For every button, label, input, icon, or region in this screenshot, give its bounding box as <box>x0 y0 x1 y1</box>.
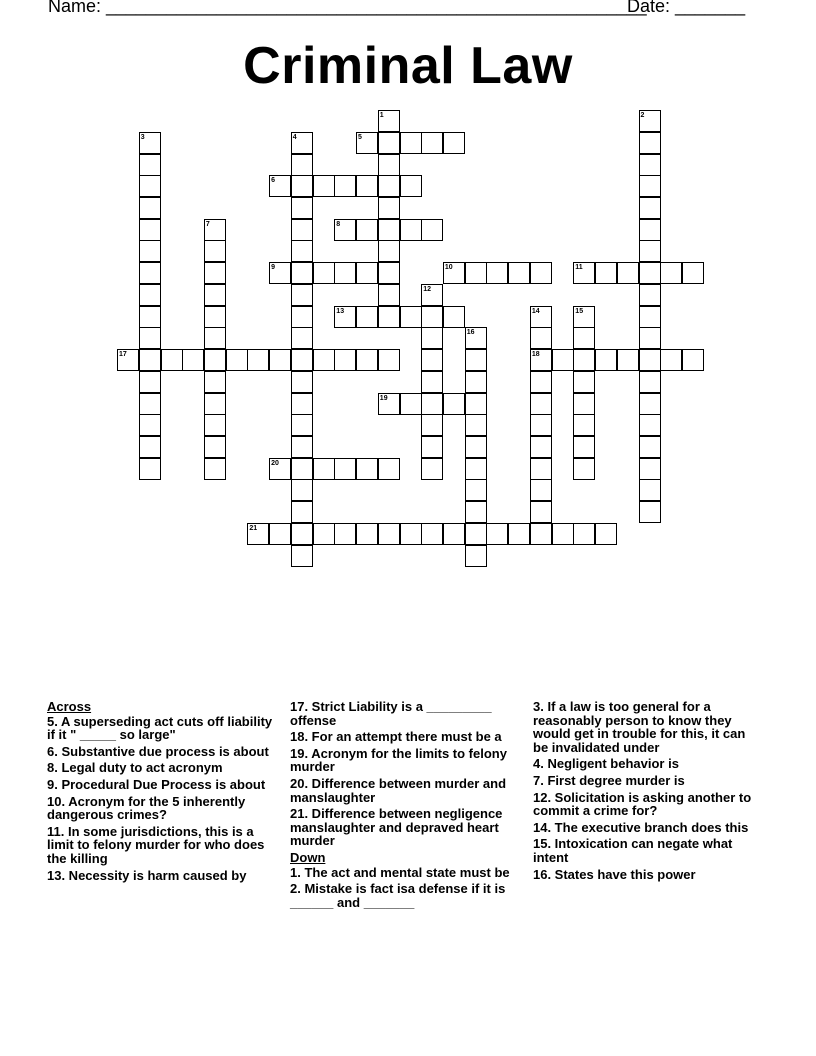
down-clue: 4. Negligent behavior is <box>533 756 679 772</box>
crossword-cell[interactable] <box>639 393 661 415</box>
crossword-cell[interactable] <box>291 262 313 284</box>
crossword-cell[interactable] <box>313 523 335 545</box>
crossword-cell[interactable] <box>530 371 552 393</box>
clue-number: 3 <box>140 133 145 141</box>
clue-number: 15 <box>575 307 584 315</box>
name-field-label: Name: ______________________________________________________ <box>48 0 647 16</box>
crossword-cell[interactable] <box>530 479 552 501</box>
crossword-cell[interactable] <box>639 436 661 458</box>
crossword-cell[interactable] <box>204 262 226 284</box>
crossword-cell[interactable] <box>400 523 422 545</box>
crossword-cell[interactable] <box>139 284 161 306</box>
clue-column-2 <box>290 700 520 912</box>
crossword-cell[interactable] <box>313 349 335 371</box>
crossword-cell[interactable] <box>313 262 335 284</box>
crossword-cell[interactable] <box>204 349 226 371</box>
crossword-cell[interactable] <box>334 458 356 480</box>
crossword-cell[interactable] <box>421 436 443 458</box>
clue-column-1 <box>47 700 277 885</box>
crossword-cell[interactable] <box>465 523 487 545</box>
crossword-cell[interactable] <box>465 393 487 415</box>
crossword-cell[interactable] <box>465 414 487 436</box>
crossword-cell[interactable] <box>356 262 378 284</box>
crossword-cell[interactable] <box>421 306 443 328</box>
crossword-cell[interactable] <box>595 523 617 545</box>
crossword-cell[interactable] <box>465 349 487 371</box>
crossword-cell[interactable] <box>465 436 487 458</box>
crossword-cell[interactable] <box>291 501 313 523</box>
crossword-cell[interactable] <box>182 349 204 371</box>
clue-number: 13 <box>336 307 345 315</box>
crossword-cell[interactable] <box>443 306 465 328</box>
crossword-cell[interactable] <box>161 349 183 371</box>
clue-list <box>0 700 816 1000</box>
crossword-cell[interactable] <box>378 175 400 197</box>
across-clue: 9. Procedural Due Process is about <box>47 776 266 792</box>
crossword-cell[interactable] <box>269 523 291 545</box>
across-clue: 21. Difference between negligence manslaughter and depraved heart murder <box>290 806 503 849</box>
crossword-cell[interactable] <box>639 154 661 176</box>
across-clue: 10. Acronym for the 5 inherently dangerous crimes? <box>47 793 246 823</box>
crossword-cell[interactable] <box>313 175 335 197</box>
clue-number: 9 <box>271 264 275 272</box>
crossword-cell[interactable] <box>356 306 378 328</box>
crossword-cell[interactable] <box>639 262 661 284</box>
crossword-cell[interactable] <box>334 262 356 284</box>
page-title: Criminal Law <box>243 37 573 95</box>
crossword-cell[interactable] <box>508 523 530 545</box>
crossword-cell[interactable] <box>139 306 161 328</box>
clue-number: 7 <box>205 220 210 228</box>
crossword-cell[interactable] <box>595 349 617 371</box>
crossword-cell[interactable] <box>530 436 552 458</box>
crossword-cell[interactable] <box>291 154 313 176</box>
clue-number: 18 <box>531 351 540 358</box>
crossword-cell[interactable] <box>356 349 378 371</box>
crossword-cell[interactable] <box>421 132 443 154</box>
crossword-cell[interactable] <box>356 175 378 197</box>
across-clue: 6. Substantive due process is about <box>47 743 269 759</box>
crossword-cell[interactable] <box>139 240 161 262</box>
crossword-cell[interactable] <box>573 414 595 436</box>
crossword-cell[interactable] <box>639 349 661 371</box>
crossword-cell[interactable] <box>421 458 443 480</box>
crossword-cell[interactable] <box>204 240 226 262</box>
down-clue: 16. States have this power <box>533 866 696 882</box>
crossword-cell[interactable] <box>378 197 400 219</box>
crossword-cell[interactable] <box>552 349 574 371</box>
crossword-cell[interactable] <box>291 393 313 415</box>
crossword-cell[interactable] <box>682 349 704 371</box>
crossword-cell[interactable] <box>356 458 378 480</box>
crossword-cell[interactable] <box>400 393 422 415</box>
crossword-cell[interactable] <box>139 349 161 371</box>
down-clue: 1. The act and mental state must be <box>290 864 510 880</box>
crossword-cell[interactable] <box>530 414 552 436</box>
clue-number: 11 <box>575 264 583 272</box>
crossword-cell[interactable] <box>682 262 704 284</box>
clue-number: 16 <box>466 329 475 337</box>
down-clue: 12. Solicitation is asking another to commit a crime for? <box>533 789 752 819</box>
crossword-cell[interactable] <box>139 436 161 458</box>
down-clue: 3. If a law is too general for a reasonably person to know they would get in trouble for this, it can be invalidated under <box>533 699 746 755</box>
crossword-cell[interactable] <box>530 523 552 545</box>
clue-column-3 <box>533 700 763 884</box>
crossword-cell[interactable] <box>204 306 226 328</box>
crossword-cell[interactable] <box>247 349 269 371</box>
crossword-cell[interactable] <box>465 545 487 567</box>
clue-number: 6 <box>271 177 275 185</box>
crossword-cell[interactable] <box>139 327 161 349</box>
crossword-cell[interactable] <box>465 479 487 501</box>
crossword-cell[interactable] <box>639 458 661 480</box>
crossword-cell[interactable] <box>291 349 313 371</box>
across-clue: 20. Difference between murder and manslaughter <box>290 775 507 805</box>
crossword-cell[interactable] <box>465 501 487 523</box>
crossword-cell[interactable] <box>573 371 595 393</box>
crossword-cell[interactable] <box>400 175 422 197</box>
crossword-cell[interactable] <box>356 219 378 241</box>
crossword-cell[interactable] <box>639 414 661 436</box>
crossword-cell[interactable] <box>639 371 661 393</box>
crossword-cell[interactable] <box>313 458 335 480</box>
crossword-cell[interactable] <box>204 436 226 458</box>
crossword-cell[interactable] <box>334 175 356 197</box>
crossword-cell[interactable] <box>204 414 226 436</box>
clue-number: 4 <box>292 133 297 141</box>
crossword-cell[interactable] <box>552 523 574 545</box>
crossword-cell[interactable] <box>573 327 595 349</box>
across-clue: 17. Strict Liability is a _________ offense <box>290 699 492 728</box>
crossword-cell[interactable] <box>639 175 661 197</box>
crossword-cell[interactable] <box>378 284 400 306</box>
crossword-cell[interactable] <box>486 523 508 545</box>
crossword-cell[interactable] <box>291 523 313 545</box>
crossword-cell[interactable] <box>465 371 487 393</box>
crossword-cell[interactable] <box>334 523 356 545</box>
clue-number: 17 <box>119 351 127 358</box>
down-clue: 2. Mistake is fact isa defense if it is ______ and _______ <box>290 881 506 910</box>
clue-number: 12 <box>423 285 431 293</box>
crossword-cell[interactable] <box>139 154 161 176</box>
crossword-cell[interactable] <box>291 371 313 393</box>
crossword-cell[interactable] <box>639 306 661 328</box>
crossword-cell[interactable] <box>443 132 465 154</box>
crossword-cell[interactable] <box>573 349 595 371</box>
across-clue: 19. Acronym for the limits to felony murder <box>290 745 507 775</box>
crossword-cell[interactable] <box>595 262 617 284</box>
crossword-cell[interactable] <box>291 240 313 262</box>
crossword-cell[interactable] <box>530 458 552 480</box>
crossword-cell[interactable] <box>465 262 487 284</box>
crossword-cell[interactable] <box>421 523 443 545</box>
crossword-cell[interactable] <box>378 240 400 262</box>
crossword-cell[interactable] <box>139 414 161 436</box>
crossword-cell[interactable] <box>421 349 443 371</box>
crossword-cell[interactable] <box>291 436 313 458</box>
crossword-cell[interactable] <box>378 349 400 371</box>
clue-number: 2 <box>640 112 645 119</box>
crossword-cell[interactable] <box>465 458 487 480</box>
crossword-cell[interactable] <box>204 458 226 480</box>
crossword-cell[interactable] <box>291 197 313 219</box>
crossword-cell[interactable] <box>139 175 161 197</box>
crossword-cell[interactable] <box>139 458 161 480</box>
crossword-cell[interactable] <box>639 284 661 306</box>
across-clue: 11. In some jurisdictions, this is a limit to felony murder for who does the killing <box>47 823 265 866</box>
crossword-cell[interactable] <box>530 501 552 523</box>
crossword-cell[interactable] <box>421 327 443 349</box>
crossword-cell[interactable] <box>226 349 248 371</box>
crossword-cell[interactable] <box>639 240 661 262</box>
crossword-cell[interactable] <box>639 132 661 154</box>
crossword-cell[interactable] <box>291 175 313 197</box>
crossword-cell[interactable] <box>443 393 465 415</box>
clue-number: 1 <box>379 112 384 119</box>
crossword-cell[interactable] <box>573 393 595 415</box>
clue-number: 8 <box>336 220 341 228</box>
across-clue: 13. Necessity is harm caused by <box>47 867 247 883</box>
clue-number: 21 <box>249 524 258 532</box>
crossword-cell[interactable] <box>421 393 443 415</box>
down-heading: Down <box>290 849 326 865</box>
crossword-cell[interactable] <box>139 262 161 284</box>
crossword-cell[interactable] <box>291 306 313 328</box>
crossword-cell[interactable] <box>378 262 400 284</box>
crossword-cell[interactable] <box>639 219 661 241</box>
clue-number: 20 <box>271 459 279 467</box>
crossword-cell[interactable] <box>400 132 422 154</box>
date-field-label: Date: _______ <box>627 0 746 16</box>
crossword-cell[interactable] <box>400 219 422 241</box>
down-clue: 14. The executive branch does this <box>533 819 749 835</box>
crossword-cell[interactable] <box>421 371 443 393</box>
crossword-cell[interactable] <box>139 393 161 415</box>
crossword-cell[interactable] <box>639 197 661 219</box>
across-clue: 5. A superseding act cuts off liability if it " _____ so large" <box>47 713 273 743</box>
crossword-cell[interactable] <box>291 219 313 241</box>
crossword-cell[interactable] <box>204 327 226 349</box>
clue-number: 19 <box>379 394 388 402</box>
crossword-cell[interactable] <box>291 479 313 501</box>
crossword-cell[interactable] <box>291 414 313 436</box>
crossword-cell[interactable] <box>204 371 226 393</box>
crossword-cell[interactable] <box>291 284 313 306</box>
crossword-cell[interactable] <box>334 349 356 371</box>
crossword-cell[interactable] <box>378 219 400 241</box>
crossword-cell[interactable] <box>660 349 682 371</box>
crossword-cell[interactable] <box>139 371 161 393</box>
crossword-cell[interactable] <box>378 154 400 176</box>
crossword-cell[interactable] <box>356 523 378 545</box>
crossword-cell[interactable] <box>660 262 682 284</box>
crossword-cell[interactable] <box>378 306 400 328</box>
crossword-cell[interactable] <box>508 262 530 284</box>
crossword-cell[interactable] <box>378 523 400 545</box>
crossword-cell[interactable] <box>639 501 661 523</box>
crossword-cell[interactable] <box>204 393 226 415</box>
crossword-cell[interactable] <box>378 132 400 154</box>
crossword-cell[interactable] <box>573 523 595 545</box>
across-clue: 18. For an attempt there must be a <box>290 729 502 745</box>
down-clue: 7. First degree murder is <box>533 772 685 788</box>
crossword-cell[interactable] <box>269 349 291 371</box>
crossword-cell[interactable] <box>400 306 422 328</box>
crossword-cell[interactable] <box>486 262 508 284</box>
clue-number: 5 <box>358 133 362 141</box>
crossword-cell[interactable] <box>530 393 552 415</box>
clue-number: 14 <box>531 307 540 315</box>
crossword-cell[interactable] <box>291 545 313 567</box>
crossword-cell[interactable] <box>617 349 639 371</box>
crossword-cell[interactable] <box>421 219 443 241</box>
crossword-cell[interactable] <box>139 219 161 241</box>
across-heading: Across <box>47 699 92 714</box>
crossword-cell[interactable] <box>421 414 443 436</box>
crossword-cell[interactable] <box>291 458 313 480</box>
crossword-cell[interactable] <box>639 327 661 349</box>
crossword-cell[interactable] <box>443 523 465 545</box>
clue-number: 10 <box>444 264 453 272</box>
crossword-cell[interactable] <box>573 436 595 458</box>
crossword-cell[interactable] <box>617 262 639 284</box>
crossword-cell[interactable] <box>530 327 552 349</box>
crossword-cell[interactable] <box>378 458 400 480</box>
down-clue: 15. Intoxication can negate what intent <box>533 836 733 865</box>
crossword-cell[interactable] <box>639 479 661 501</box>
across-clue: 8. Legal duty to act acronym <box>47 760 223 776</box>
crossword-cell[interactable] <box>291 327 313 349</box>
crossword-cell[interactable] <box>573 458 595 480</box>
crossword-cell[interactable] <box>139 197 161 219</box>
crossword-cell[interactable] <box>204 284 226 306</box>
crossword-cell[interactable] <box>530 262 552 284</box>
